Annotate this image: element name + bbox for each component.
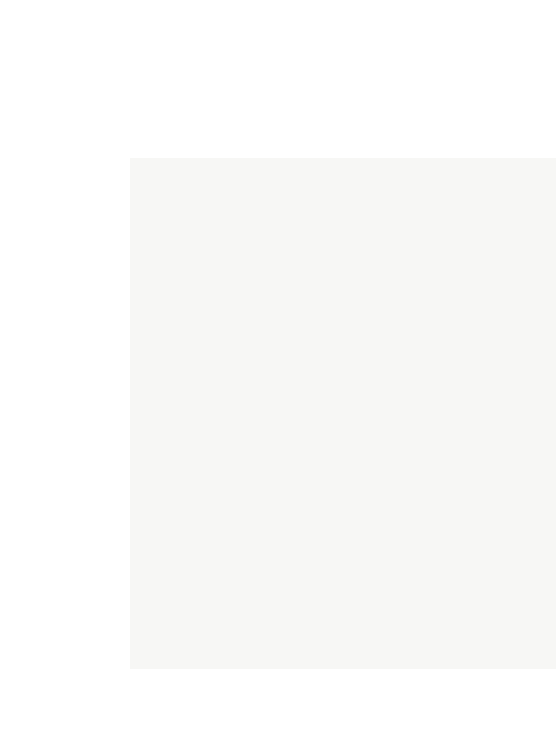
address-line: [8, 37, 553, 54]
body-line: [8, 726, 556, 743]
body-bottom: [8, 675, 556, 743]
letter-header: [8, 3, 553, 54]
body-line: [8, 709, 556, 726]
handwritten-letter-image: [130, 158, 556, 669]
recipient-line: [8, 20, 553, 37]
body-line: [8, 692, 556, 709]
body-line: [8, 675, 556, 692]
handwritten-letter-scan: [130, 158, 556, 669]
date-line: [8, 3, 553, 20]
